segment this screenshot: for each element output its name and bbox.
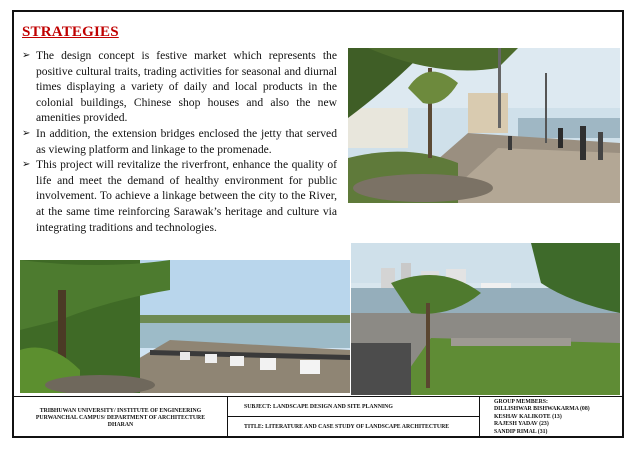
bullet-text: This project will revitalize the riverfront, enhance the quality of life and meet the demand of healthy environment for public involvement. To achieve a linkage between the city to the River, at the same time reinforcing Sarawak’s heritage and culture via integrating traditions and technologies.: [36, 158, 337, 234]
title-text: TITLE: LITERATURE AND CASE STUDY OF LANDSCAPE ARCHITECTURE: [244, 424, 450, 430]
bullet-list: [22, 48, 337, 235]
subject-text: SUBJECT: LANDSCAPE DESIGN AND SITE PLANNING: [244, 404, 393, 410]
bullet-item: [22, 48, 337, 126]
bullet-item: [22, 126, 337, 157]
subject-title-cell: [228, 397, 480, 437]
institution-line: DHARAN: [107, 422, 134, 428]
arrow-bullet-icon: ➢: [22, 127, 31, 139]
institution-line: PURWANCHAL CAMPUS/ DEPARTMENT OF ARCHITECTURE: [35, 415, 206, 421]
group-members-cell: [480, 397, 622, 437]
waterfront-aerial-photo: [351, 243, 620, 395]
member-name: SANDIP RIMAL (31): [494, 428, 548, 435]
slide-heading: STRATEGIES: [22, 24, 119, 40]
group-label: GROUP MEMBERS:: [494, 399, 548, 405]
arrow-bullet-icon: ➢: [22, 159, 31, 171]
member-name: RAJESH YADAV (23): [494, 421, 549, 428]
member-name: DILLISHWAR BISHWAKARMA (08): [494, 406, 590, 413]
bullet-item: [22, 157, 337, 235]
arrow-bullet-icon: ➢: [22, 50, 31, 61]
slide-footer: [14, 396, 622, 437]
institution-line: TRIBHUWAN UNIVERSITY/ INSTITUTE OF ENGINEERING: [39, 408, 202, 414]
member-name: KESHAV KALIKOTE (13): [494, 413, 562, 420]
riverside-walk-photo: [20, 260, 350, 393]
promenade-photo: [348, 48, 620, 203]
divider: [228, 416, 479, 417]
institution-cell: [14, 397, 228, 437]
bullet-text: In addition, the extension bridges enclosed the jetty that served as viewing platform and linkage to the promenade.: [36, 126, 337, 156]
bullet-text: The design concept is festive market which represents the positive cultural traits, trading activities for seasonal and diurnal times displaying a variety of daily and local products in the colonial buildings, Chinese shop houses and also the new amenities provided.: [36, 49, 337, 125]
